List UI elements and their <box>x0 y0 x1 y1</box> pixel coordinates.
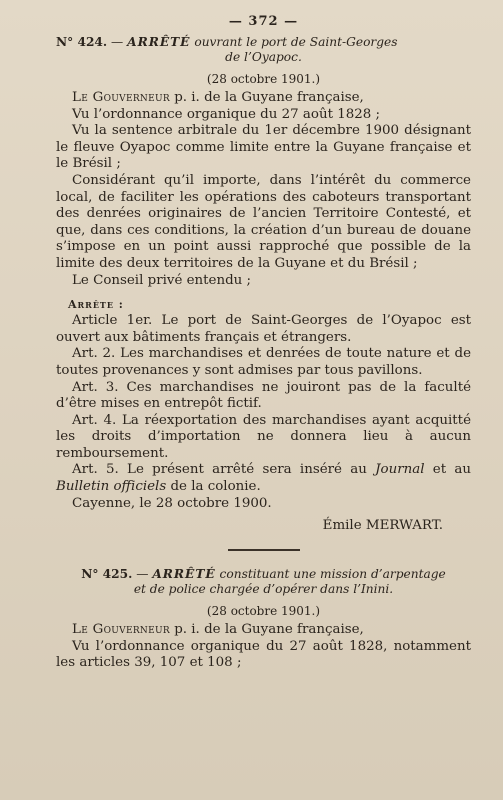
decree-425-subject-line2: et de police chargée d’opérer dans l’Inini. <box>133 582 394 597</box>
decree-425-arrete-word: ARRÊTÉ <box>152 567 216 582</box>
decree-424-arrete-label: Arrête : <box>68 298 124 312</box>
decree-424-gouverneur <box>56 90 471 107</box>
gouverneur-rest: p. i. de la Guyane française, <box>169 90 364 105</box>
decree-424-number: N° 424. <box>56 35 108 49</box>
decree-424-vu-ordonnance: Vu l’ordonnance organique du 27 août 1828 ; <box>72 106 381 122</box>
gouverneur-label: Le Gouverneur <box>72 622 170 638</box>
decree-425-number: N° 425. <box>81 567 133 582</box>
article-5-text-c: de la colonie. <box>166 479 261 495</box>
decree-424-article-1: Article 1er. Le port de Saint-Georges de l’Oyapoc est ouvert aux bâtiments français et étrangers. <box>56 313 471 345</box>
article-5-journal: Journal <box>375 462 425 478</box>
decree-425-subject: constituant une mission d’arpentage <box>215 567 446 582</box>
page-content <box>56 14 471 672</box>
decree-424-subject-line2: de l’Oyapoc. <box>225 50 302 64</box>
decree-425-heading <box>56 567 471 582</box>
article-5-text-a: Art. 5. Le présent arrêté sera inséré au <box>72 462 376 478</box>
page-number: — 372 — <box>228 14 299 29</box>
article-5-bulletin: Bulletin officiels <box>56 479 167 495</box>
decree-424-article-5 <box>56 462 471 495</box>
decree-425-date: (28 octobre 1901.) <box>206 604 321 619</box>
decree-424-arrete-word: ARRÊTÉ <box>127 35 191 49</box>
decree-424-conseil: Le Conseil privé entendu ; <box>72 272 252 288</box>
decree-424-article-4: Art. 4. La réexportation des marchandises ayant acquitté les droits d’importation ne donnera lieu à aucun remboursement. <box>56 412 471 461</box>
decree-424-date: (28 octobre 1901.) <box>206 72 321 86</box>
decree-424-article-3: Art. 3. Ces marchandises ne jouiront pas de la faculté d’être mises en entrepôt fictif. <box>56 379 471 412</box>
decree-424-article-2: Art. 2. Les marchandises et denrées de toute nature et de toutes provenances y sont admises par tous pavillons. <box>56 346 471 378</box>
decree-424-vu-sentence: Vu la sentence arbitrale du 1er décembre 1900 désignant le fleuve Oyapoc comme limite entre la Guyane française et le Brésil ; <box>56 123 471 172</box>
decree-425-gouverneur <box>56 622 471 639</box>
decree-424-considerant: Considérant qu’il importe, dans l’intérêt du commerce local, de faciliter les opérations des caboteurs transportant des denrées originaires de l’ancien Territoire Contesté, et que, dans ces conditions, la création d’un bureau de douane s’impose en un point aussi rapproché que possible de la limite des deux territoires de la Guyane et du Brésil ; <box>56 172 471 271</box>
decree-424-heading <box>56 35 471 50</box>
decree-424-place-date: Cayenne, le 28 octobre 1900. <box>72 495 272 511</box>
section-divider <box>228 549 300 551</box>
gouverneur-rest: p. i. de la Guyane française, <box>169 622 364 638</box>
gouverneur-label: Le Gouverneur <box>72 90 170 105</box>
decree-425-dash: — <box>132 567 153 582</box>
decree-425-vu-ordonnance: Vu l’ordonnance organique du 27 août 1828, notamment les articles 39, 107 et 108 ; <box>56 638 471 671</box>
decree-424-dash: — <box>107 35 128 49</box>
article-5-text-b: et au <box>424 462 471 478</box>
decree-424-subject: ouvrant le port de Saint-Georges <box>190 35 398 49</box>
decree-424-signature: Émile MERWART. <box>322 518 443 534</box>
